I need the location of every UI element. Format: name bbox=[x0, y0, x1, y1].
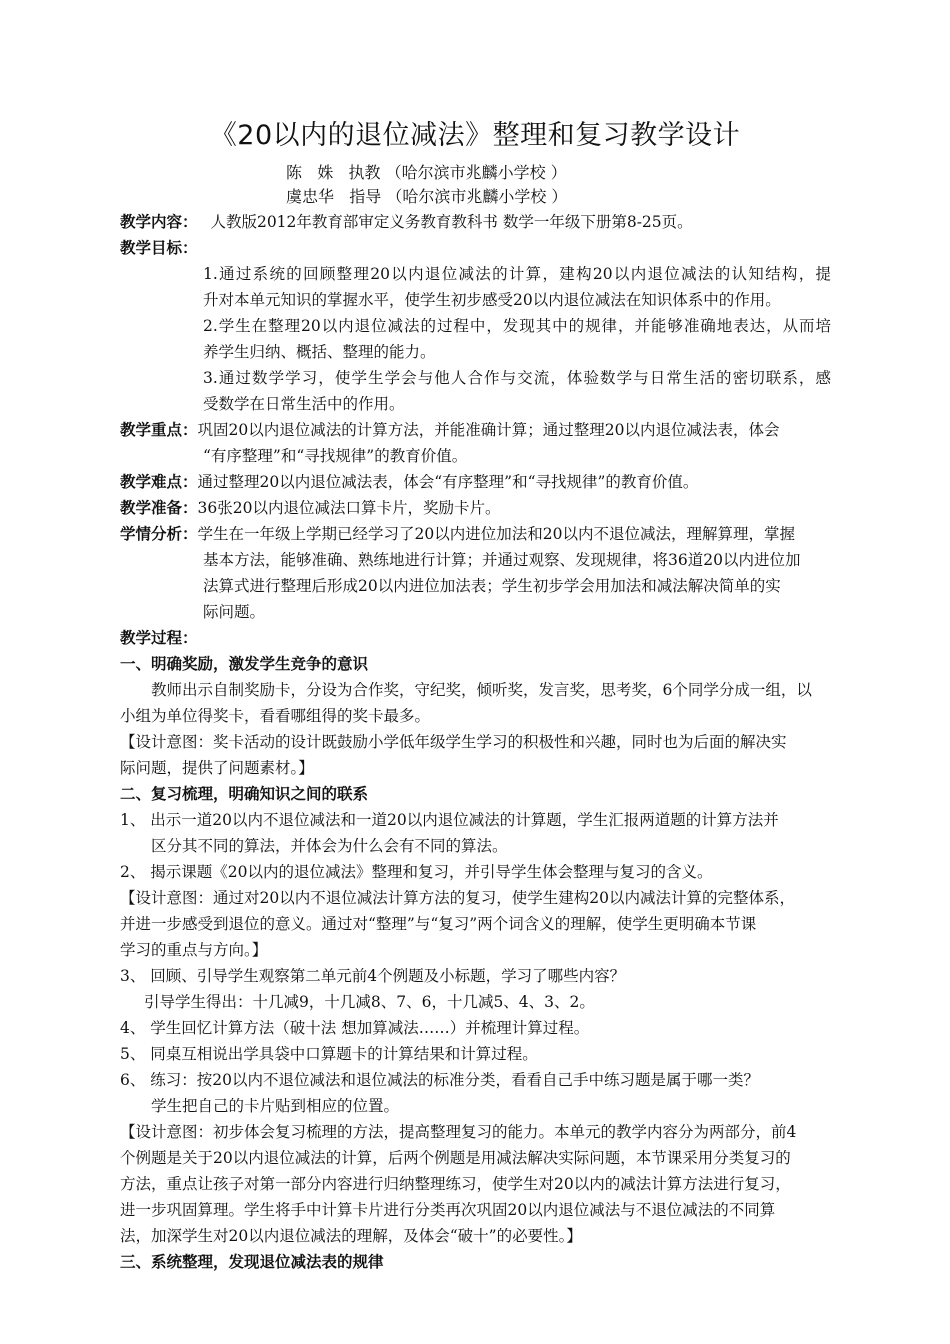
step-line: 5、 同桌互相说出学具袋中口算题卡的计算结果和计算过程。 bbox=[120, 1045, 538, 1063]
goals-label: 教学目标： bbox=[120, 239, 198, 257]
step-line: 学生把自己的卡片贴到相应的位置。 bbox=[151, 1097, 400, 1115]
page-title: 《20以内的退位减法》整理和复习教学设计 bbox=[209, 120, 741, 151]
step-line: 引导学生得出：十几减9，十几减8、7、6，十几减5、4、3、2。 bbox=[144, 993, 595, 1011]
goal-line: 受数学在日常生活中的作用。 bbox=[203, 395, 405, 413]
design-intent-line: 际问题，提供了问题素材。】 bbox=[120, 759, 314, 777]
prep-text: 36张20以内退位减法口算卡片，奖励卡片。 bbox=[197, 499, 501, 517]
process-label: 教学过程： bbox=[120, 629, 198, 647]
content-row bbox=[120, 211, 693, 233]
analysis-text: 学生在一年级上学期已经学习了20以内进位加法和20以内不退位减法，理解算理，掌握 bbox=[197, 525, 795, 543]
goal-line: 3.通过数学学习，使学生学会与他人合作与交流，体验数学与日常生活的密切联系，感 bbox=[203, 369, 831, 387]
content-text: 人教版2012年教育部审定义务教育教科书 数学一年级下册第8-25页。 bbox=[210, 213, 693, 231]
goal-line: 养学生归纳、概括、整理的能力。 bbox=[203, 343, 436, 361]
design-intent-line: 学习的重点与方向。】 bbox=[120, 941, 268, 959]
advisor-line: 虞忠华 指导 （哈尔滨市兆麟小学校 ） bbox=[286, 187, 568, 206]
author-line: 陈 姝 执教 （哈尔滨市兆麟小学校 ） bbox=[286, 163, 567, 182]
analysis-text: 际问题。 bbox=[203, 603, 266, 621]
analysis-text: 法算式进行整理后形成20以内进位加法表；学生初步学会用加法和减法解决简单的实 bbox=[203, 577, 781, 595]
analysis-row bbox=[120, 523, 795, 545]
focus-text-2: “有序整理”和“寻找规律”的教育价值。 bbox=[203, 447, 468, 465]
design-intent-line: 个例题是关于20以内退位减法的计算，后两个例题是用减法解决实际问题，本节课采用分类复习的 bbox=[120, 1149, 791, 1167]
difficulty-row bbox=[120, 471, 698, 493]
section-heading: 三、系统整理，发现退位减法表的规律 bbox=[120, 1253, 384, 1271]
goal-line: 1.通过系统的回顾整理20以内退位减法的计算，建构20以内退位减法的认知结构，提 bbox=[203, 265, 831, 283]
difficulty-text: 通过整理20以内退位减法表，体会“有序整理”和“寻找规律”的教育价值。 bbox=[197, 473, 699, 491]
step-line: 区分其不同的算法，并体会为什么会有不同的算法。 bbox=[151, 837, 508, 855]
analysis-text: 基本方法，能够准确、熟练地进行计算；并通过观察、发现规律，将36道20以内进位加 bbox=[203, 551, 801, 569]
step-line: 6、 练习：按20以内不退位减法和退位减法的标准分类，看看自己手中练习题是属于哪一类？ bbox=[120, 1071, 760, 1089]
goal-line: 2.学生在整理20以内退位减法的过程中，发现其中的规律，并能够准确地表达，从而培 bbox=[203, 317, 831, 335]
design-intent-line: 方法，重点让孩子对第一部分内容进行归纳整理练习，使学生对20以内的减法计算方法进行复习， bbox=[120, 1175, 791, 1193]
section-heading: 一、明确奖励，激发学生竞争的意识 bbox=[120, 655, 369, 673]
paragraph-line: 教师出示自制奖励卡，分设为合作奖，守纪奖，倾听奖，发言奖，思考奖，6个同学分成一组，以 bbox=[151, 681, 812, 699]
design-intent-line: 并进一步感受到退位的意义。通过对“整理”与“复习”两个词含义的理解，使学生更明确本节课 bbox=[120, 915, 757, 933]
design-intent-line: 法，加深学生对20以内退位减法的理解，及体会“破十”的必要性。】 bbox=[120, 1227, 582, 1245]
prep-row bbox=[120, 497, 500, 519]
design-intent-line: 【设计意图：通过对20以内不退位减法计算方法的复习，使学生建构20以内减法计算的完整体系， bbox=[120, 889, 795, 907]
step-line: 1、 出示一道20以内不退位减法和一道20以内退位减法的计算题，学生汇报两道题的计算方法并 bbox=[120, 811, 779, 829]
step-line: 4、 学生回忆计算方法（破十法 想加算减法……）并梳理计算过程。 bbox=[120, 1019, 590, 1037]
design-intent-line: 进一步巩固算理。学生将手中计算卡片进行分类再次巩固20以内退位减法与不退位减法的不同算 bbox=[120, 1201, 776, 1219]
focus-text: 巩固20以内退位减法的计算方法，并能准确计算；通过整理20以内退位减法表，体会 bbox=[197, 421, 780, 439]
analysis-label: 学情分析： bbox=[120, 525, 198, 543]
prep-label: 教学准备： bbox=[120, 499, 198, 517]
step-line: 2、 揭示课题《20以内的退位减法》整理和复习，并引导学生体会整理与复习的含义。 bbox=[120, 863, 713, 881]
design-intent-line: 【设计意图：初步体会复习梳理的方法，提高整理复习的能力。本单元的教学内容分为两部分，前4 bbox=[120, 1123, 797, 1141]
section-heading: 二、复习梳理，明确知识之间的联系 bbox=[120, 785, 369, 803]
goal-line: 升对本单元知识的掌握水平，使学生初步感受20以内退位减法在知识体系中的作用。 bbox=[203, 291, 781, 309]
paragraph-line: 小组为单位得奖卡，看看哪组得的奖卡最多。 bbox=[120, 707, 431, 725]
step-line: 3、 回顾、引导学生观察第二单元前4个例题及小标题，学习了哪些内容？ bbox=[120, 967, 626, 985]
content-label: 教学内容： bbox=[120, 213, 198, 231]
design-intent-line: 【设计意图：奖卡活动的设计既鼓励小学低年级学生学习的积极性和兴趣，同时也为后面的解决实 bbox=[120, 733, 787, 751]
focus-label: 教学重点： bbox=[120, 421, 198, 439]
focus-row bbox=[120, 419, 779, 441]
difficulty-label: 教学难点： bbox=[120, 473, 198, 491]
